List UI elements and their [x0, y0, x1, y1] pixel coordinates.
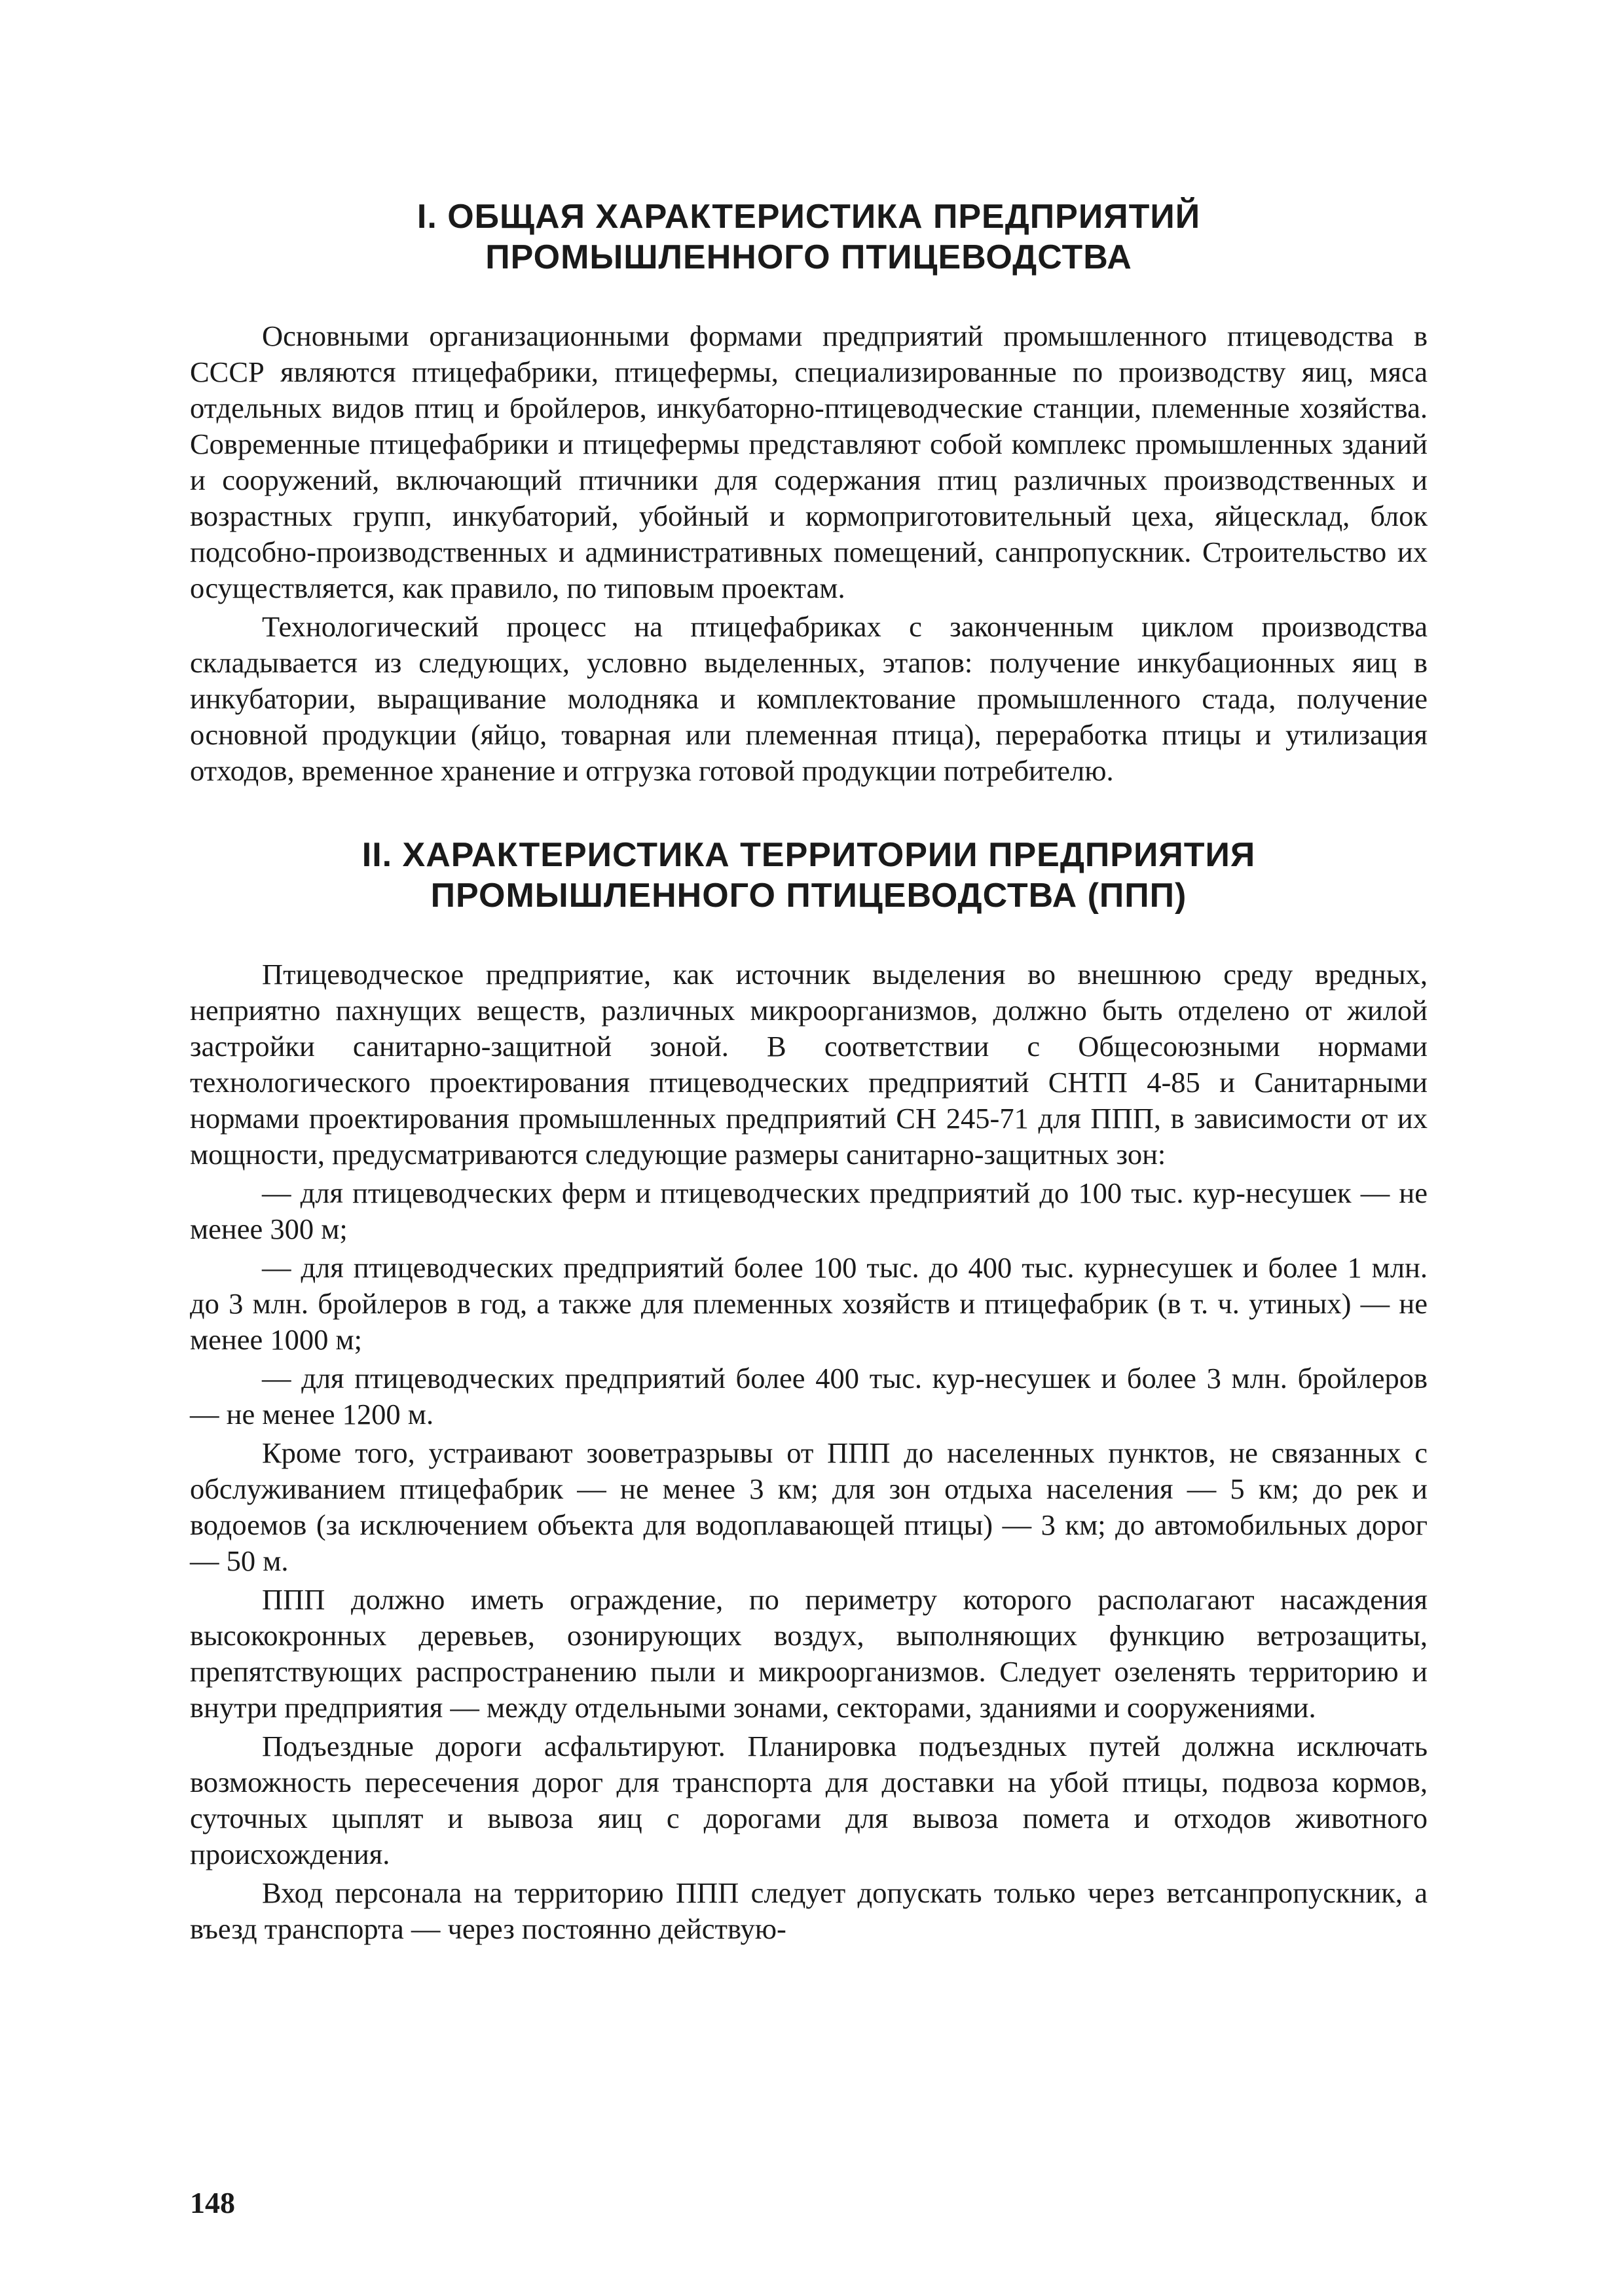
section-2-paragraph: Вход персонала на территорию ППП следует допускать только через ветсанпропускник, а въезд транспорта — через постоянно действую-	[190, 1876, 1428, 1945]
zone-list-item: — для птицеводческих предприятий более 400 тыс. кур-несушек и более 3 млн. бройлеров — не менее 1200 м.	[190, 1362, 1428, 1430]
section-2-paragraph: Кроме того, устраивают зооветразрывы от ППП до населенных пунктов, не связанных с обслуживанием птицефабрик — не менее 3 км; для зон отдыха населения — 5 км; до рек и водоемов (за исключением объекта для водоплавающей птицы) — 3 км; до автомобильных дорог — 50 м.	[190, 1436, 1428, 1577]
section-2-title-line-1: II. ХАРАКТЕРИСТИКА ТЕРРИТОРИИ ПРЕДПРИЯТИЯ	[361, 836, 1256, 874]
page-body	[190, 196, 1428, 1950]
section-2-heading	[190, 835, 1428, 916]
section-2-paragraph: Подъездные дороги асфальтируют. Планировка подъездных путей должна исключать возможность пересечения дорог для транспорта для доставки на убой птицы, подвоза кормов, суточных цыплят и вывоза яиц с дорогами для вывоза помета и отходов животного происхождения.	[190, 1730, 1428, 1870]
zone-list-item: — для птицеводческих ферм и птицеводческих предприятий до 100 тыс. кур-несушек — не менее 300 м;	[190, 1176, 1428, 1245]
zone-list-item: — для птицеводческих предприятий более 100 тыс. до 400 тыс. курнесушек и более 1 млн. до 3 млн. бройлеров в год, а также для племенных хозяйств и птицефабрик (в т. ч. утиных) — не менее 1000 м;	[190, 1251, 1428, 1356]
section-2-paragraph: Птицеводческое предприятие, как источник выделения во внешнюю среду вредных, неприятно пахнущих веществ, различных микроорганизмов, должно быть отделено от жилой застройки санитарно-защитной зоной. В соответствии с Общесоюзными нормами технологического проектирования птицеводческих предприятий СНТП 4-85 и Санитарными нормами проектирования промышленных предприятий СН 245-71 для ППП, в зависимости от их мощности, предусматриваются следующие размеры санитарно-защитных зон:	[190, 958, 1428, 1171]
section-2-title-line-2: ПРОМЫШЛЕННОГО ПТИЦЕВОДСТВА (ППП)	[430, 877, 1187, 915]
section-1-title-line-2: ПРОМЫШЛЕННОГО ПТИЦЕВОДСТВА	[485, 238, 1132, 276]
section-1-title-line-1: I. ОБЩАЯ ХАРАКТЕРИСТИКА ПРЕДПРИЯТИЙ	[416, 198, 1201, 236]
section-2-paragraph: ППП должно иметь ограждение, по периметру которого располагают насаждения высококронных деревьев, озонирующих воздух, выполняющих функцию ветрозащиты, препятствующих распространению пыли и микроорганизмов. Следует озеленять территорию и внутри предприятия — между отдельными зонами, секторами, зданиями и сооружениями.	[190, 1583, 1428, 1724]
section-1-paragraph: Технологический процесс на птицефабриках с законченным циклом производства складывается из следующих, условно выделенных, этапов: получение инкубационных яиц в инкубатории, выращивание молодняка и комплектование промышленного стада, получение основной продукции (яйцо, товарная или племенная птица), переработка птицы и утилизация отходов, временное хранение и отгрузка готовой продукции потребителю.	[190, 610, 1428, 787]
section-1-paragraph: Основными организационными формами предприятий промышленного птицеводства в СССР являются птицефабрики, птицефермы, специализированные по производству яиц, мяса отдельных видов птиц и бройлеров, инкубаторно-птицеводческие станции, племенные хозяйства. Современные птицефабрики и птицефермы представляют собой комплекс промышленных зданий и сооружений, включающий птичники для содержания птиц различных производственных и возрастных групп, инкубаторий, убойный и кормоприготовительный цеха, яйцесклад, блок подсобно-производственных и административных помещений, санпропускник. Строительство их осуществляется, как правило, по типовым проектам.	[190, 319, 1428, 604]
page-number: 148	[190, 2186, 235, 2219]
section-1-heading	[190, 196, 1428, 278]
